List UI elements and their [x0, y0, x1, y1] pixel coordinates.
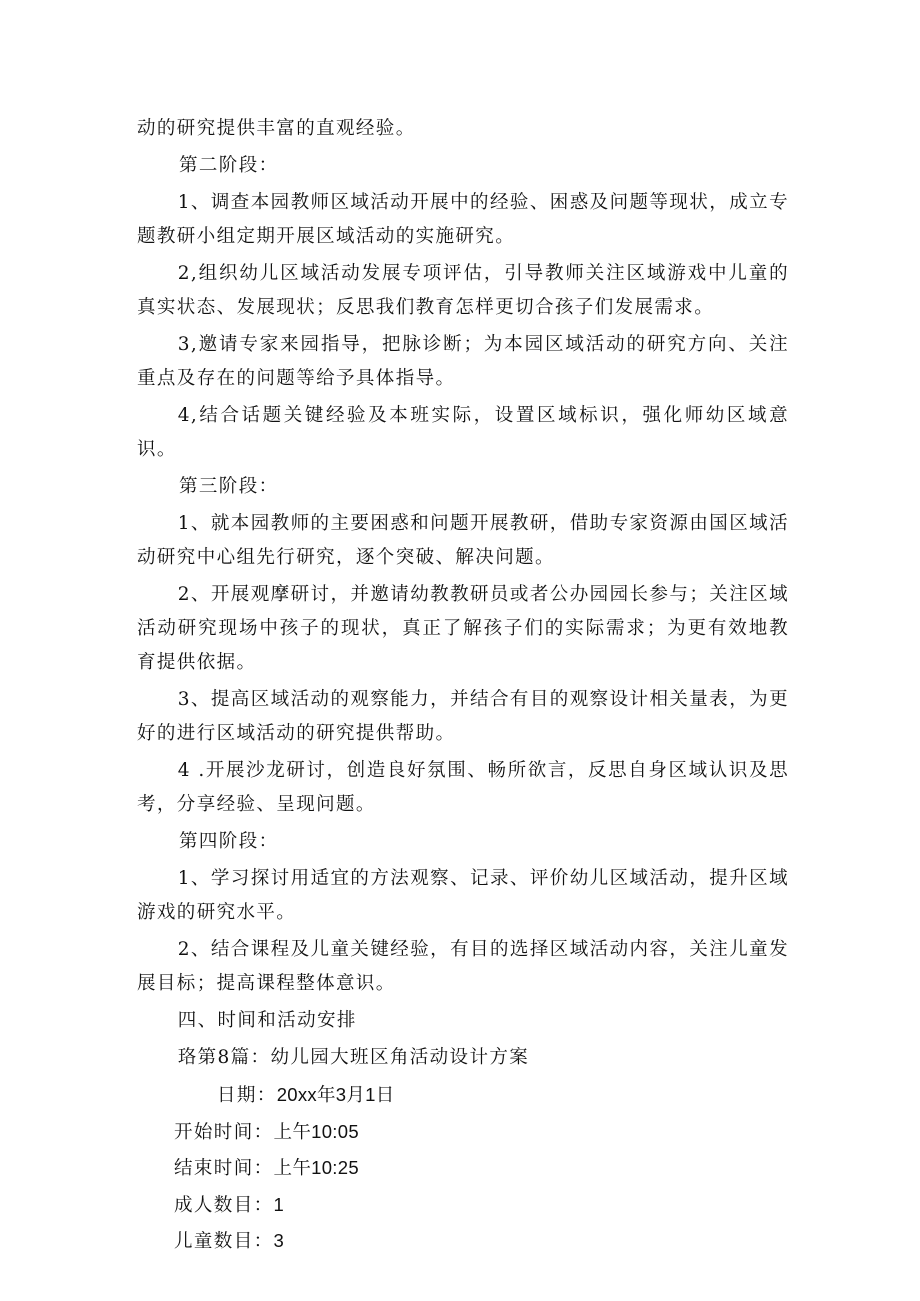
meta-start-label: 开始时间：	[174, 1121, 274, 1143]
meta-start-value: 上午10:05	[273, 1120, 359, 1142]
meta-date-value: 20xx年3月1日	[276, 1084, 395, 1105]
paragraph-stage3-item3: 3、提高区域活动的观察能力，并结合有目的观察设计相关量表，为更好的进行区域活动的研究提供帮助。	[137, 689, 789, 744]
meta-children-value: 3	[273, 1230, 285, 1251]
section-heading-schedule: 四、时间和活动安排	[177, 1010, 357, 1031]
meta-end-value: 上午10:25	[273, 1157, 359, 1178]
meta-end-label: 结束时间：	[174, 1158, 274, 1179]
meta-end-time	[137, 1151, 789, 1186]
paragraph-stage3-item1: 1、就本园教师的主要困惑和问题开展教研，借助专家资源由国区域活动研究中心组先行研究，逐个突破、解决问题。	[137, 513, 789, 568]
section-heading-stage-4: 第四阶段：	[179, 831, 279, 852]
paragraph-stage2-item4: 4,结合话题关键经验及本班实际，设置区域标识，强化师幼区域意识。	[137, 405, 789, 460]
meta-date	[137, 1078, 789, 1113]
meta-adults-value: 1	[273, 1193, 285, 1215]
meta-adults-label: 成人数目：	[174, 1194, 274, 1216]
paragraph-stage2-item2: 2,组织幼儿区域活动发展专项评估，引导教师关注区域游戏中儿童的真实状态、发展现状；反思我们教育怎样更切合孩子们发展需求。	[137, 263, 789, 318]
meta-date-label: 日期：	[217, 1085, 277, 1106]
paragraph-stage3-item2: 2、开展观摩研讨，并邀请幼教教研员或者公办园园长参与；关注区域活动研究现场中孩子的现状，真正了解孩子们的实际需求；为更有效地教育提供依据。	[137, 584, 789, 673]
paragraph-continuation: 动的研究提供丰富的直观经验。	[137, 118, 416, 139]
meta-children-label: 儿童数目：	[174, 1231, 274, 1252]
meta-children	[137, 1224, 789, 1259]
paragraph-stage2-item3: 3,邀请专家来园指导，把脉诊断；为本园区域活动的研究方向、关注重点及存在的问题等给予具体指导。	[137, 334, 789, 389]
section-heading-stage-2: 第二阶段：	[179, 155, 279, 176]
meta-adults	[137, 1188, 789, 1223]
meta-start-time	[137, 1115, 789, 1150]
section-heading-stage-3: 第三阶段：	[179, 476, 279, 497]
article-title: 珞第8篇：幼儿园大班区角活动设计方案	[177, 1047, 530, 1068]
paragraph-stage4-item2: 2、结合课程及儿童关键经验，有目的选择区域活动内容，关注儿童发展目标；提高课程整体意识。	[137, 939, 789, 994]
paragraph-stage2-item1: 1、调查本园教师区域活动开展中的经验、困惑及问题等现状，成立专题教研小组定期开展区域活动的实施研究。	[137, 192, 789, 247]
paragraph-stage3-item4: 4 .开展沙龙研讨，创造良好氛围、畅所欲言，反思自身区域认识及思考，分享经验、呈现问题。	[137, 760, 789, 815]
document-body	[137, 112, 789, 1261]
paragraph-stage4-item1: 1、学习探讨用适宜的方法观察、记录、评价幼儿区域活动，提升区域游戏的研究水平。	[137, 868, 789, 923]
